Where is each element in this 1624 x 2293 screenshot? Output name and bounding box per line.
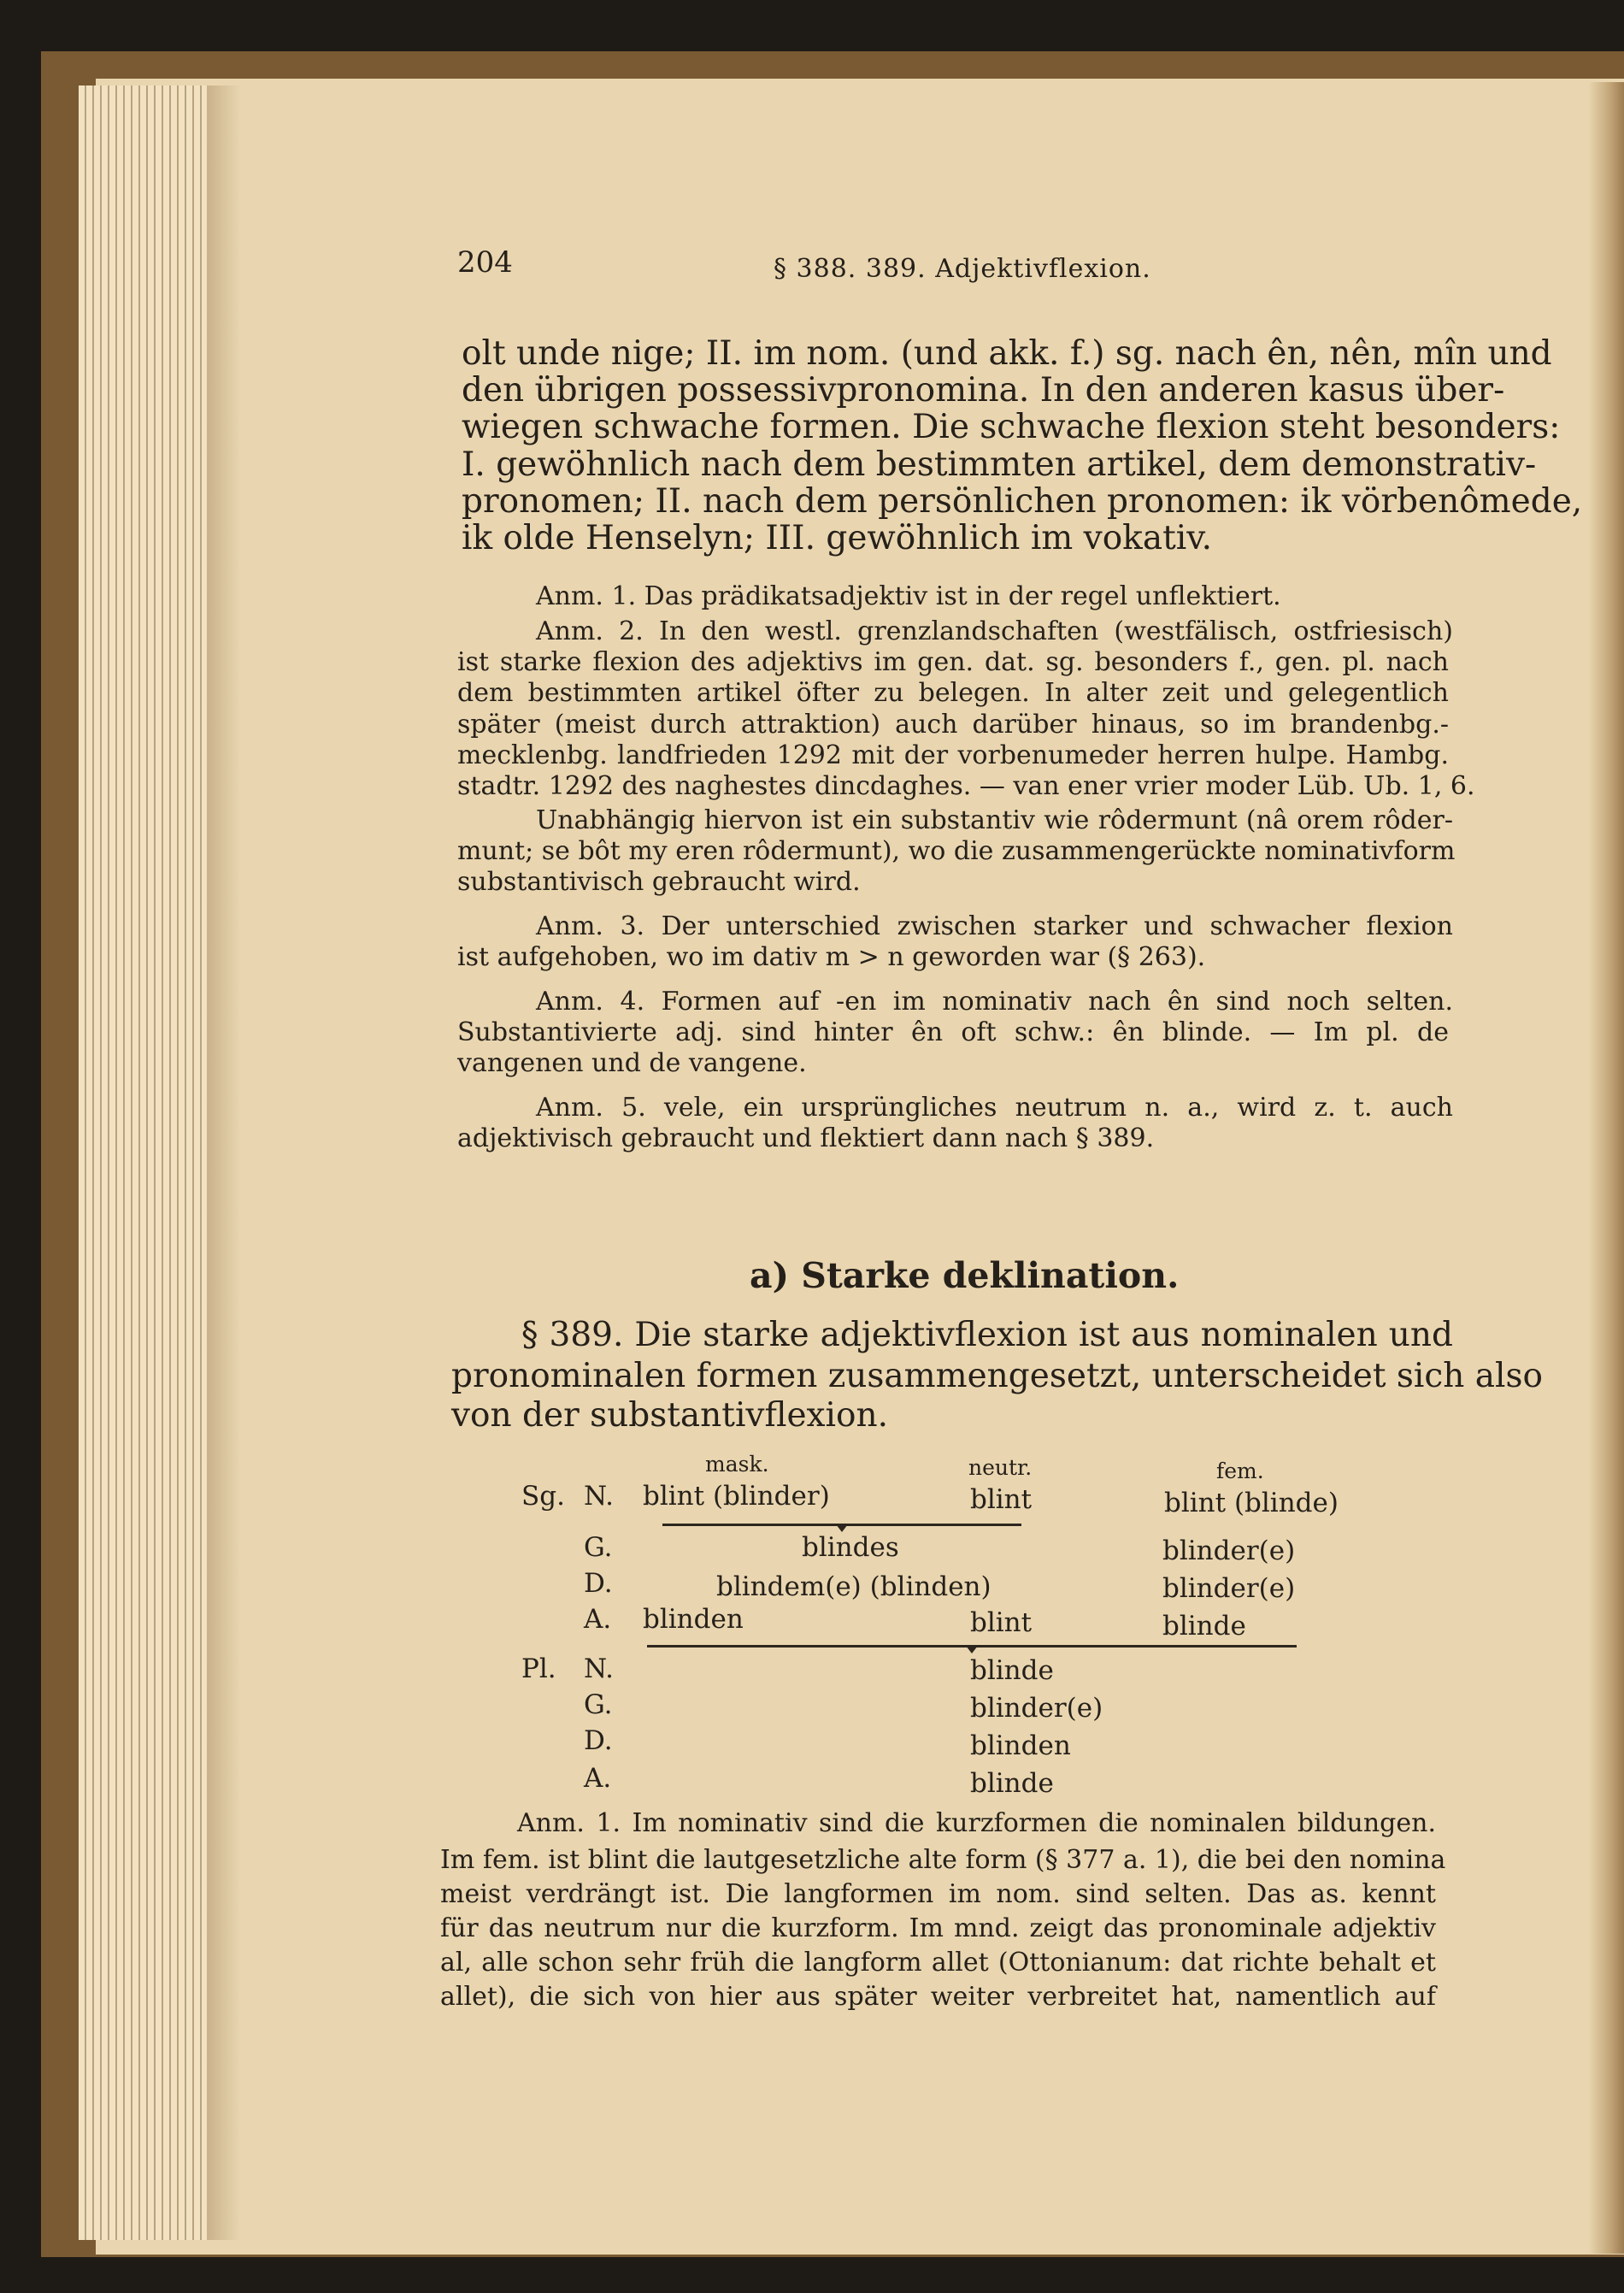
paragraph1-line: I. gewöhnlich nach dem bestimmten artikel, dem demonstrativ- <box>462 445 1537 484</box>
note-line: ist aufgehoben, wo im dativ m > n geworden war (§ 263). <box>457 942 1206 972</box>
note-line: Im fem. ist blint die lautgesetzliche alte form (§ 377 a. 1), die bei den nomina <box>440 1845 1446 1875</box>
table-cell: blindem(e) (blinden) <box>716 1571 991 1602</box>
table-cell: blint (blinder) <box>643 1481 830 1512</box>
paragraph1-line: pronomen; II. nach dem persönlichen pronomen: ik vörbenômede, <box>462 482 1583 521</box>
note-line: Anm. 2. In den westl. grenzlandschaften (westfälisch, ostfriesisch) <box>536 616 1453 646</box>
case-label: A. <box>584 1604 612 1635</box>
page-number: 204 <box>457 245 513 280</box>
note-line: mecklenbg. landfrieden 1292 mit der vorbenumeder herren hulpe. Hambg. <box>457 740 1449 770</box>
case-label: G. <box>584 1689 613 1720</box>
note-line: später (meist durch attraktion) auch darüber hinaus, so im brandenbg.- <box>457 710 1449 740</box>
note-line: al, alle schon sehr früh die langform allet (Ottonianum: dat richte behalt et <box>440 1948 1436 1978</box>
page-edges <box>79 85 207 2240</box>
note-line: allet), die sich von hier aus später weiter verbreitet hat, namentlich auf <box>440 1982 1436 2012</box>
paragraph2-line: von der substantivflexion. <box>451 1396 888 1435</box>
table-cell: blinde <box>970 1768 1054 1799</box>
case-label: A. <box>584 1763 612 1794</box>
note-line: Anm. 3. Der unterschied zwischen starker und schwacher flexion <box>536 911 1453 941</box>
table-cell: blinden <box>970 1730 1071 1761</box>
paragraph1-line: ik olde Henselyn; III. gewöhnlich im vokativ. <box>462 519 1213 557</box>
table-cell: blinde <box>970 1655 1054 1686</box>
note-line: adjektivisch gebraucht und flektiert dann nach § 389. <box>457 1123 1155 1153</box>
table-cell: blindes <box>802 1532 899 1563</box>
note-line: substantivisch gebraucht wird. <box>457 867 861 897</box>
gutter <box>207 85 241 2240</box>
paragraph1-line: olt unde nige; II. im nom. (und akk. f.) sg. nach ên, nên, mîn und <box>462 334 1552 373</box>
table-cell: blint (blinde) <box>1164 1488 1339 1518</box>
case-label: D. <box>584 1568 613 1599</box>
note-line: meist verdrängt ist. Die langformen im nom. sind selten. Das as. kennt <box>440 1879 1436 1909</box>
note-line: vangenen und de vangene. <box>457 1048 807 1078</box>
paragraph1-line: den übrigen possessivpronomina. In den anderen kasus über- <box>462 371 1505 410</box>
section-heading: a) Starke deklination. <box>750 1255 1180 1296</box>
number-pl-label: Pl. <box>521 1653 556 1684</box>
col-neutr-label: neutr. <box>968 1455 1033 1480</box>
col-fem-label: fem. <box>1216 1459 1264 1483</box>
note-line: munt; se bôt my eren rôdermunt), wo die zusammengerückte nominativform <box>457 836 1456 866</box>
table-cell: blint <box>970 1484 1033 1515</box>
number-sg-label: Sg. <box>521 1481 565 1512</box>
paragraph2-line: pronominalen formen zusammengesetzt, unterscheidet sich also <box>451 1357 1543 1395</box>
note-line: für das neutrum nur die kurzform. Im mnd. zeigt das pronominale adjektiv <box>440 1913 1436 1943</box>
table-cell: blinde <box>1162 1611 1246 1642</box>
right-page-edge <box>1588 82 1624 2254</box>
case-label: N. <box>584 1653 614 1684</box>
table-cell: blinder(e) <box>1162 1573 1296 1604</box>
case-label: N. <box>584 1481 614 1512</box>
case-label: G. <box>584 1532 613 1563</box>
note-line: stadtr. 1292 des naghestes dincdaghes. — van ener vrier moder Lüb. Ub. 1, 6. <box>457 771 1475 801</box>
note-line: Unabhängig hiervon ist ein substantiv wie rôdermunt (nâ orem rôder- <box>536 805 1453 835</box>
brace-all-genders <box>647 1636 1297 1648</box>
note-line: Anm. 1. Das prädikatsadjektiv ist in der regel unflektiert. <box>536 581 1281 611</box>
note-line: ist starke flexion des adjektivs im gen. dat. sg. besonders f., gen. pl. nach <box>457 647 1449 677</box>
table-cell: blint <box>970 1607 1033 1638</box>
case-label: D. <box>584 1725 613 1756</box>
table-cell: blinder(e) <box>1162 1536 1296 1566</box>
brace-mask-neutr <box>662 1515 1021 1526</box>
note-line: Anm. 1. Im nominativ sind die kurzformen die nominalen bildungen. <box>517 1808 1436 1838</box>
note-line: Anm. 5. vele, ein ursprüngliches neutrum n. a., wird z. t. auch <box>536 1093 1453 1123</box>
note-line: Substantivierte adj. sind hinter ên oft schw.: ên blinde. — Im pl. de <box>457 1017 1449 1047</box>
note-line: dem bestimmten artikel öfter zu belegen. In alter zeit und gelegentlich <box>457 678 1449 708</box>
note-line: Anm. 4. Formen auf -en im nominativ nach ên sind noch selten. <box>536 987 1453 1017</box>
running-head: § 388. 389. Adjektivflexion. <box>774 254 1151 284</box>
table-cell: blinder(e) <box>970 1693 1103 1724</box>
paragraph1-line: wiegen schwache formen. Die schwache flexion steht besonders: <box>462 408 1561 446</box>
paragraph2-line: § 389. Die starke adjektivflexion ist aus nominalen und <box>521 1316 1453 1354</box>
col-mask-label: mask. <box>705 1452 769 1477</box>
table-cell: blinden <box>643 1604 744 1635</box>
